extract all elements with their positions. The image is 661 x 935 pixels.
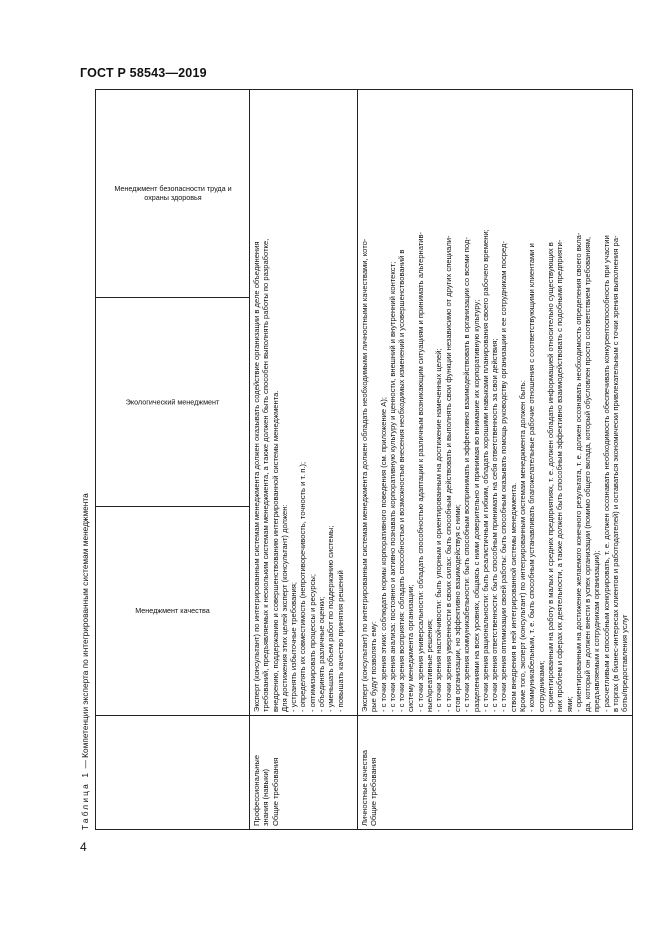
header-safety-label: Менеджмент безопасности труда и охраны здоровья xyxy=(113,184,232,203)
table-header-row xyxy=(96,90,250,830)
content-line: ством внедрения в ней интегрированной системы менеджмента. xyxy=(508,482,518,712)
content-line: требований, предъявляемых к нескольким системам менеджмента, а также должен быть способен выполнять работы по разработке, xyxy=(261,238,271,712)
content-line: систему менеджмента организации; xyxy=(406,584,416,712)
content-line: - с точки зрения рациональности: быть реалистичным и гибким, обладать хорошими навыками планирования своего рабочего времени; xyxy=(480,229,490,712)
content-line: - с точки зрения универсальности: обладать способностью адаптации к различным возникающим ситуациям и принимать альтернатив- xyxy=(415,231,425,712)
content-line: - объединять различные оценки; xyxy=(317,596,327,712)
content-line: стов организации, но эффективно взаимодействуя с ними; xyxy=(452,504,462,712)
header-corner-cell xyxy=(96,716,250,830)
content-line: внедрению, поддержанию и совершенствованию интегрированной системы менеджмента. xyxy=(270,390,280,712)
content-line: - ориентированным на достижение желаемого конечного результата, т. е. должен осознавать необходимость определения своего вкла- xyxy=(573,232,583,712)
content-line: боты/предоставления услуг xyxy=(620,614,630,712)
content-line: - повышать качество принятия решений xyxy=(335,570,345,712)
table-caption-text: — Компетенции эксперта по интегрированным системам менеджмента xyxy=(80,493,90,771)
header-ecology xyxy=(96,298,250,507)
content-line: разделениями на всех уровнях, общаясь с ними доверительно и принимая во внимание их корпоративную культуру; xyxy=(471,299,481,712)
row-label-line: Общие требования xyxy=(369,757,379,826)
content-line: - устранять избыточные требования; xyxy=(289,582,299,712)
content-line: Кроме того, эксперт (консультант) по интегрированным системам менеджмента должен быть: xyxy=(518,380,528,712)
content-line: них проблем и сферах их деятельности, а также должен быть способным эффективно взаимодействовать с подобными предприяти- xyxy=(555,239,565,712)
header-ecology-label: Экологический менеджмент xyxy=(125,397,220,407)
content-line: рые будут позволять ему: xyxy=(369,621,379,712)
row-label-line: Личностные качества xyxy=(360,749,369,826)
content-line: - с точки зрения оптимизации своей работы: быть способным оказывать помощь руководству организации и ее сотрудникам посред- xyxy=(499,241,509,712)
row-label-personal xyxy=(358,716,633,830)
table-row xyxy=(250,90,358,830)
content-line: предъявляемым к сотрудникам организации); xyxy=(592,550,602,712)
content-line: - оптимизировать процессы и ресурсы; xyxy=(307,574,317,712)
header-quality-label: Менеджмент качества xyxy=(135,606,210,616)
page-number: 4 xyxy=(80,840,87,854)
content-line: - ориентированным на работу в малых и средних предприятиях, т. е. должен обладать информацией относительно существующих в xyxy=(545,242,555,712)
content-line: - уменьшать объем работ по поддержанию системы; xyxy=(326,525,336,712)
table-row xyxy=(358,90,633,830)
content-line: - расчетливым и способным конкурировать, т. е. должен осознавать необходимость обеспечивать конкурентоспособность при участии xyxy=(601,235,611,712)
row-label-line: Общие требования xyxy=(270,757,280,826)
standard-title: ГОСТ Р 58543—2019 xyxy=(80,66,207,80)
content-line: Эксперт (консультант) по интегрированным системам менеджмента должен обладать необходимыми личностными качествами, кото- xyxy=(360,238,369,712)
header-safety xyxy=(96,90,250,298)
content-line: - с точки зрения этики: соблюдать нормы корпоративного поведения (см. приложение А); xyxy=(378,397,388,712)
row-content-professional xyxy=(250,90,358,716)
content-line: - с точки зрения ответственности: быть способным принимать на себя ответственность за свои действия; xyxy=(490,338,500,712)
header-quality xyxy=(96,507,250,716)
content-line: - коммуникабельным, т. е. быть способным устанавливать благожелательные рабочие отношения с соответствующими клиентами и xyxy=(527,243,537,712)
content-line: да, который он должен внести в успех организации (помимо общего вклада, который обусловлен просто соответствием требованиям, xyxy=(583,236,593,712)
competence-table xyxy=(95,89,633,830)
content-line: - с точки зрения коммуникабельности: быть способным воспринимать и эффективно взаимодействовать в организации со всеми под- xyxy=(462,237,472,712)
content-line: Эксперт (консультант) по интегрированным системам менеджмента должен оказывать содействие организации в деле объединения xyxy=(252,241,261,712)
row-label-line: Профессиональные xyxy=(252,754,261,826)
content-line: Для достижения этих целей эксперт (консультант) должен: xyxy=(279,504,289,712)
content-line: ями; xyxy=(564,696,574,712)
table-caption-prefix: Таблица 1 xyxy=(80,770,90,830)
content-line: - определять их совместимость (непротиворечивость, точность и т. п.); xyxy=(298,461,308,712)
content-line: - с точки зрения уверенности в своих силах: быть способным действовать и выполнять свои функции независимо от других специали- xyxy=(443,235,453,712)
row-label-line: знания (навыки) xyxy=(261,768,271,826)
content-line: в торгах (в бизнес-интересах клиентов и работодателей) и оставаться экономически привлекательным с точки зрения выполнения ра- xyxy=(611,235,621,712)
row-content-personal xyxy=(358,90,633,716)
row-label-professional xyxy=(250,716,358,830)
table-caption xyxy=(80,90,94,830)
rotated-table-block xyxy=(80,90,630,830)
content-line: - с точки зрения восприятия: обладать способностью и возможностью внесения необходимых изменений и усовершенствований в xyxy=(397,249,407,712)
content-line: сотрудниками; xyxy=(536,660,546,712)
content-line: ные/креативные решения; xyxy=(425,619,435,712)
content-line: - с точки зрения настойчивости: быть упорным и ориентированным на достижение намеченных целей; xyxy=(434,348,444,712)
content-line: - с точки зрения анализа: постоянно и активно познавать корпоративную культуру и ценности, внешний и внутренний контекст; xyxy=(387,261,397,712)
